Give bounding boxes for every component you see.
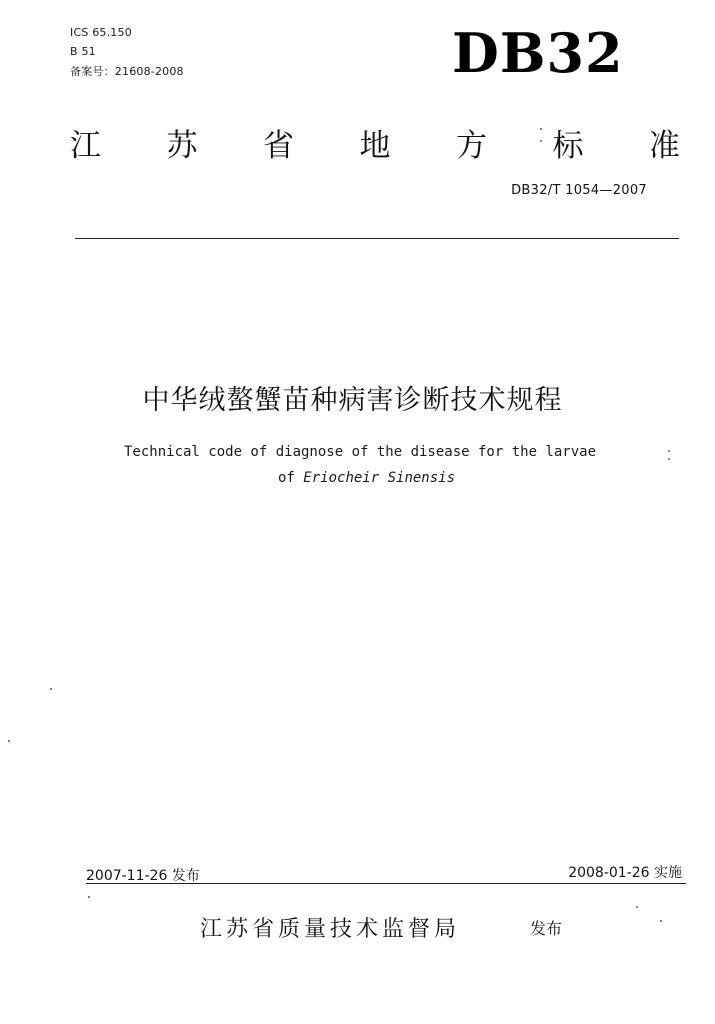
standard-type-char: 省	[263, 128, 294, 164]
standard-type-char: 江	[70, 128, 101, 164]
title-english-species: Eriocheir Sinensis	[303, 470, 456, 486]
scan-speck	[636, 906, 638, 908]
scan-speck	[540, 128, 542, 130]
record-number: 备案号：21608-2008	[70, 65, 184, 78]
standard-number: DB32/T 1054—2007	[511, 183, 647, 198]
title-english-prefix: of	[278, 470, 304, 486]
standard-type-char: 标	[552, 128, 584, 164]
standard-type-char: 地	[359, 128, 391, 164]
scan-speck	[8, 740, 10, 742]
standard-type-char: 准	[649, 128, 680, 164]
bottom-divider	[86, 883, 686, 884]
publisher-suffix: 发布	[530, 919, 563, 938]
db32-logo: DB32	[452, 21, 624, 85]
title-english-line2	[278, 470, 455, 486]
title-english-line1: Technical code of diagnose of the disease for the larvae	[124, 444, 597, 460]
standard-type-char: 苏	[166, 128, 198, 164]
top-divider	[75, 238, 679, 239]
scan-speck	[88, 896, 90, 898]
ics-code: ICS 65.150	[70, 26, 132, 39]
title-chinese: 中华绒螯蟹苗种病害诊断技术规程	[142, 385, 563, 416]
scan-speck	[660, 920, 662, 922]
publisher-name: 江苏省质量技术监督局	[200, 917, 461, 942]
standard-type-char: 方	[456, 128, 487, 164]
scan-speck	[668, 450, 670, 452]
issue-date: 2007-11-26 发布	[86, 868, 200, 884]
scan-speck	[668, 458, 670, 460]
ccs-code: B 51	[70, 45, 96, 58]
scan-speck	[50, 688, 52, 690]
implementation-date: 2008-01-26 实施	[568, 865, 682, 881]
standard-type-heading	[70, 120, 680, 165]
scan-speck	[540, 140, 542, 142]
